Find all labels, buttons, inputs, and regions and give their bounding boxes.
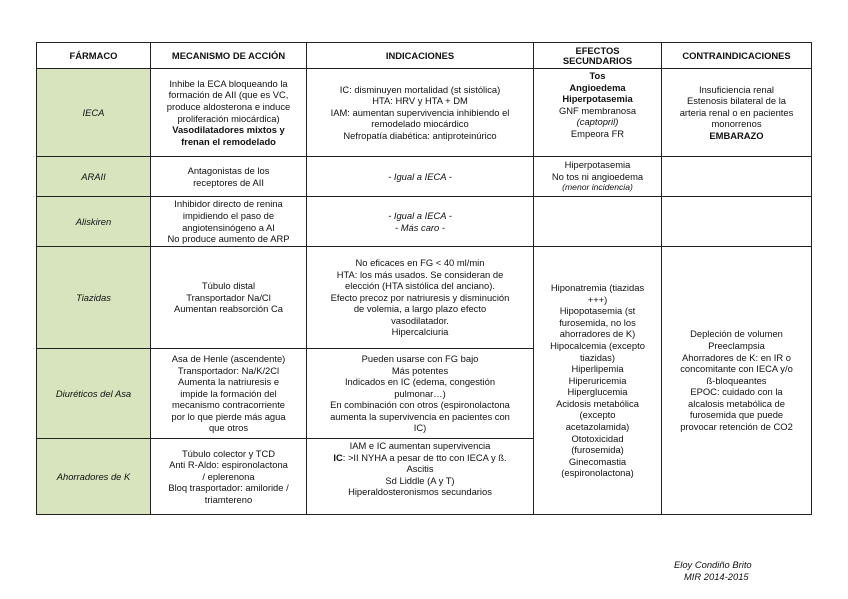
- ieca-contra-line: Insuficiencia renal: [698, 83, 775, 95]
- diur-efecto-line: Hipocalcemia (excepto: [550, 339, 645, 351]
- diur-contra-line: furosemida que puede: [689, 409, 784, 421]
- ahorradores-mec-line: Anti R-Aldo: espironolactona: [169, 459, 288, 471]
- diur-efecto-line: furosemida, no los: [559, 316, 636, 328]
- ieca-efecto-bold: Angioedema: [569, 81, 626, 93]
- ieca-ind-line: IC: disminuyen mortalidad (st sistólica): [339, 83, 501, 95]
- ieca-mec-line: formación de AII (que es VC,: [168, 89, 289, 101]
- ieca-mec-line: produce aldosterona e induce: [166, 100, 291, 112]
- diur-efecto-line: tiazidas): [580, 351, 615, 363]
- araii-efecto-line: No tos ni angioedema: [551, 170, 644, 182]
- araii-mec-line: Antagonistas de los: [187, 164, 270, 176]
- ieca-ind-line: HTA: HRV y HTA + DM: [372, 95, 468, 107]
- ieca-contra-line: monorrenos: [711, 118, 762, 130]
- drug-asa: Diuréticos del Asa: [37, 349, 151, 439]
- aliskiren-indicaciones: [307, 197, 534, 247]
- araii-mec-line: receptores de AII: [193, 176, 264, 188]
- tiazidas-ind-line: Hipercalciuria: [391, 326, 449, 338]
- aliskiren-ind-line: - Igual a IECA -: [388, 209, 452, 221]
- diur-efecto-line: Ginecomastia: [568, 455, 627, 467]
- ieca-ind-line: Nefropatía diabética: antiproteinúrico: [343, 129, 497, 141]
- tiazidas-ind-line: HTA: los más usados. Se consideran de: [336, 268, 504, 280]
- row-araii: [37, 157, 812, 197]
- diur-contra-line: Ahorradores de K: en IR o: [682, 351, 791, 363]
- tiazidas-ind-line: de volemia, a largo plazo efecto: [353, 303, 487, 315]
- ahorradores-mec-line: triamtereno: [204, 493, 253, 505]
- diur-contra-line: ß-bloqueantes: [706, 374, 767, 386]
- ieca-mec-line: Inhibe la ECA bloqueando la: [169, 77, 288, 89]
- ieca-ind-line: remodelado miocárdico: [371, 118, 469, 130]
- ahorradores-mecanismo: [151, 439, 307, 515]
- ieca-efecto-bold: Hiperpotasemia: [562, 93, 633, 105]
- row-tiazidas: [37, 247, 812, 349]
- araii-efecto-line: Hiperpotasemia: [564, 159, 631, 171]
- tiazidas-mecanismo: [151, 247, 307, 349]
- ahorradores-mec-line: / eplerenona: [202, 470, 255, 482]
- diureticos-contra: [662, 247, 812, 515]
- ieca-contra-line: Estenosis bilateral de la: [686, 95, 786, 107]
- drug-aliskiren: Aliskiren: [37, 197, 151, 247]
- credit-course: MIR 2014-2015: [684, 570, 749, 582]
- aliskiren-mecanismo: [151, 197, 307, 247]
- diur-contra-line: Preeclampsia: [708, 339, 765, 351]
- ieca-efectos: [534, 69, 662, 157]
- aliskiren-contra: [662, 197, 812, 247]
- diur-contra-line: Depleción de volumen: [690, 328, 783, 340]
- ieca-mecanismo: [151, 69, 307, 157]
- tiazidas-ind-line: vasodilatador.: [391, 314, 449, 326]
- ahorradores-ind-line: Sd Liddle (A y T): [385, 474, 455, 486]
- credit-author: Eloy Condiño Brito: [674, 559, 752, 570]
- ieca-contra-line: arteria renal o en pacientes: [679, 106, 794, 118]
- aliskiren-mec-line: angiotensinógeno a AI: [182, 221, 275, 233]
- diur-efecto-line: Hiperuricemia: [568, 374, 627, 386]
- ieca-mec-bold: Vasodilatadores mixtos y: [172, 124, 285, 136]
- ahorradores-ind-line: Hiperaldosteronismos secundarios: [348, 486, 492, 498]
- asa-ind-line: Indicados en IC (edema, congestión: [344, 376, 496, 388]
- tiazidas-indicaciones: [307, 247, 534, 349]
- diur-efecto-line: (espironolactona): [561, 467, 634, 479]
- araii-indicaciones: - Igual a IECA -: [307, 157, 534, 197]
- diur-efecto-line: Hiperlipemia: [571, 363, 624, 375]
- aliskiren-ind-line: - Más caro -: [394, 221, 445, 233]
- diur-efecto-line: (furosemida): [571, 444, 624, 456]
- tiazidas-mec-line: Transportador Na/Cl: [186, 291, 271, 303]
- diur-efecto-line: Hiperglucemia: [567, 386, 628, 398]
- author-credit: [674, 559, 752, 582]
- ieca-mec-line: proliferación miocárdica): [177, 112, 280, 124]
- araii-contra: [662, 157, 812, 197]
- tiazidas-ind-line: Efecto precoz por natriuresis y disminución: [330, 291, 510, 303]
- pharmacology-table: [36, 42, 812, 515]
- ieca-indicaciones: [307, 69, 534, 157]
- asa-indicaciones: [307, 349, 534, 439]
- diur-contra-line: provocar retención de CO2: [680, 421, 793, 433]
- row-aliskiren: [37, 197, 812, 247]
- diureticos-efectos: [534, 247, 662, 515]
- asa-ind-line: En combinación con otros (espironolactona: [330, 399, 510, 411]
- header-row: [37, 43, 812, 69]
- ahorradores-ind-line: IAM e IC aumentan supervivencia: [349, 440, 491, 451]
- ieca-ind-line: IAM: aumentan supervivencia inhibiendo el: [330, 106, 510, 118]
- aliskiren-mec-line: impidiendo el paso de: [182, 209, 275, 221]
- tiazidas-mec-line: Túbulo distal: [201, 280, 256, 292]
- ieca-mec-bold: frenan el remodelado: [181, 135, 276, 147]
- drug-tiazidas: Tiazidas: [37, 247, 151, 349]
- diur-contra-line: concomitante con IECA y/o: [680, 363, 793, 375]
- ieca-efecto-fr: Empeora FR: [570, 127, 625, 139]
- asa-ind-line: Más potentes: [391, 364, 449, 376]
- drug-ahorradores: Ahorradores de K: [37, 439, 151, 515]
- asa-mec-line: Asa de Henle (ascendente): [171, 352, 286, 364]
- tiazidas-ind-line: elección (HTA sistólica del anciano).: [345, 280, 495, 292]
- ahorradores-indicaciones: [307, 439, 534, 515]
- asa-mec-line: que otros: [208, 422, 249, 434]
- drug-ieca: IECA: [37, 69, 151, 157]
- header-contraindicaciones: CONTRAINDICACIONES: [662, 43, 812, 69]
- header-mecanismo: MECANISMO DE ACCIÓN: [151, 43, 307, 69]
- header-farmaco: FÁRMACO: [37, 43, 151, 69]
- asa-mec-line: impide la formación del: [180, 387, 277, 399]
- asa-ind-line: pulmonar…): [394, 387, 446, 399]
- ahorradores-mec-line: Túbulo colector y TCD: [181, 447, 276, 459]
- asa-mecanismo: [151, 349, 307, 439]
- diur-efecto-line: acetazolamida): [565, 421, 630, 433]
- diur-efecto-line: Acidosis metabólica: [556, 397, 639, 409]
- row-ieca: [37, 69, 812, 157]
- asa-mec-line: Aumenta la natriuresis e: [177, 376, 280, 388]
- ahorradores-ind-ic: IC: [333, 451, 343, 463]
- araii-efecto-note: (menor incidencia): [562, 182, 633, 193]
- diur-efecto-line: +++): [587, 293, 608, 305]
- diur-efecto-line: Ototoxicidad: [571, 432, 624, 444]
- asa-ind-line: Pueden usarse con FG bajo: [361, 352, 479, 364]
- asa-ind-line: aumenta la supervivencia en pacientes con: [330, 410, 510, 422]
- ahorradores-mec-line: Bloq trasportador: amiloride /: [168, 482, 289, 494]
- header-efectos: [534, 43, 662, 69]
- header-efectos-line1: EFECTOS: [575, 44, 620, 56]
- araii-efectos: [534, 157, 662, 197]
- drug-araii: ARAII: [37, 157, 151, 197]
- ieca-contra-embarazo: EMBARAZO: [709, 129, 764, 141]
- tiazidas-ind-line: No eficaces en FG < 40 ml/min: [355, 256, 485, 268]
- asa-ind-line: IC): [413, 422, 427, 434]
- aliskiren-efectos: [534, 197, 662, 247]
- araii-mecanismo: [151, 157, 307, 197]
- ieca-efecto-gnf: GNF membranosa: [558, 104, 637, 116]
- aliskiren-mec-line: Inhibidor directo de renina: [174, 198, 283, 210]
- header-efectos-line2: SECUNDARIOS: [562, 54, 633, 66]
- ieca-efecto-bold: Tos: [589, 70, 606, 81]
- diur-efecto-line: Hiponatremia (tiazidas: [550, 281, 645, 293]
- diur-efecto-line: Hipopotasemia (st: [559, 305, 636, 317]
- asa-mec-line: mecanismo contracorriente: [171, 399, 286, 411]
- diur-contra-line: alcalosis metabólica de: [688, 397, 785, 409]
- ieca-contra: [662, 69, 812, 157]
- ahorradores-ind-ic-text: : >II NYHA a pesar de tto con IECA y ß.: [342, 451, 507, 463]
- diur-efecto-line: (excepto: [579, 409, 616, 421]
- header-indicaciones: INDICACIONES: [307, 43, 534, 69]
- diur-contra-line: EPOC: cuidado con la: [690, 386, 783, 398]
- ieca-efecto-captopril: (captopril): [576, 116, 619, 128]
- aliskiren-mec-line: No produce aumento de ARP: [167, 233, 290, 245]
- ahorradores-ind-line: Ascitis: [406, 463, 434, 475]
- asa-mec-line: Transportador: Na/K/2Cl: [177, 364, 280, 376]
- tiazidas-mec-line: Aumentan reabsorción Ca: [174, 303, 283, 315]
- diur-efecto-line: ahorradores de K): [559, 328, 636, 340]
- ahorradores-ind-ic-line: [310, 452, 530, 464]
- asa-mec-line: por lo que pierde más agua: [171, 410, 286, 422]
